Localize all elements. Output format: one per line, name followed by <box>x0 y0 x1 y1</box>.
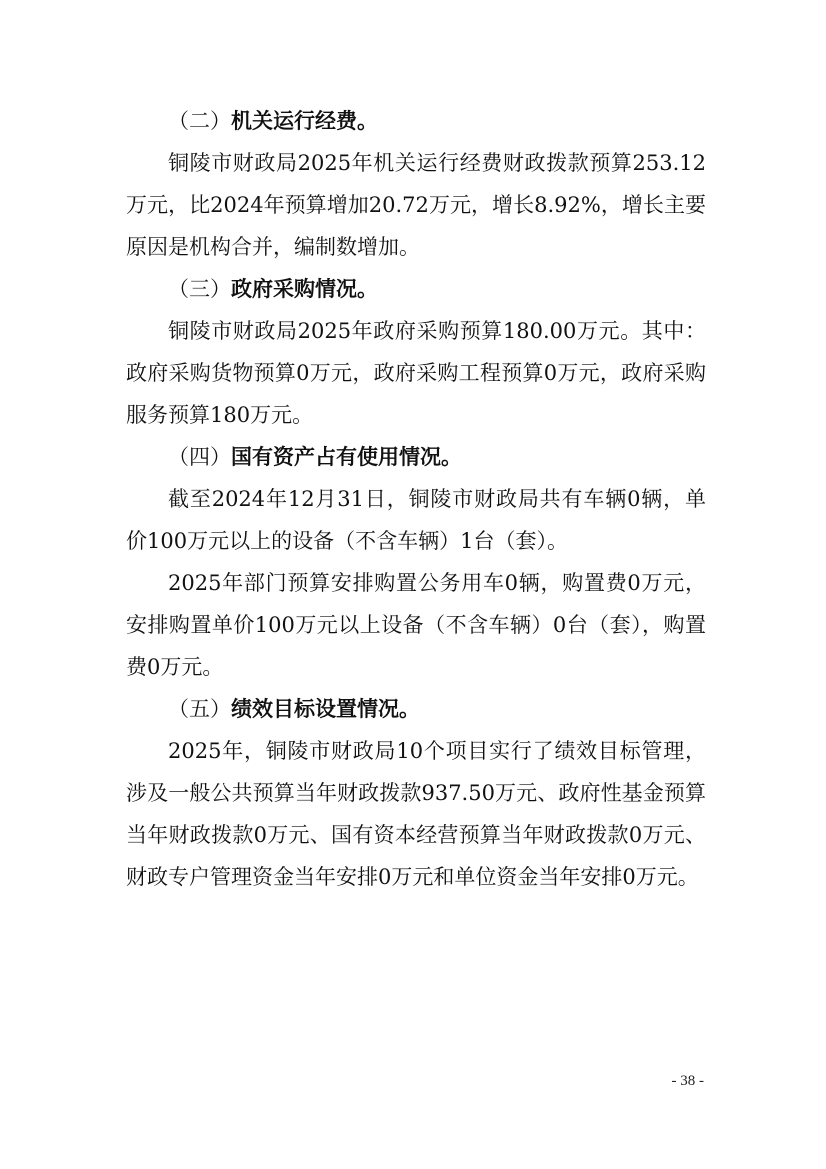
page-number: - 38 - <box>671 1073 704 1089</box>
section-title: 国有资产占有使用情况。 <box>231 445 462 469</box>
section-title: 政府采购情况。 <box>231 277 378 301</box>
section-title: 绩效目标设置情况。 <box>231 697 420 721</box>
section-number: （二） <box>168 109 231 133</box>
section-heading-5 <box>126 688 706 730</box>
section-heading-2 <box>126 100 706 142</box>
paragraph-performance-goals: 2025年，铜陵市财政局10个项目实行了绩效目标管理，涉及一般公共预算当年财政拨款937.50万元、政府性基金预算当年财政拨款0万元、国有资本经营预算当年财政拨款0万元、财政专户管理资金当年安排0万元和单位资金当年安排0万元。 <box>126 739 706 889</box>
document-body <box>126 100 706 898</box>
paragraph-operating-expenses: 铜陵市财政局2025年机关运行经费财政拨款预算253.12万元，比2024年预算增加20.72万元，增长8.92%，增长主要原因是机构合并，编制数增加。 <box>126 151 706 259</box>
section-number: （五） <box>168 697 231 721</box>
section-number: （三） <box>168 277 231 301</box>
paragraph-assets: 截至2024年12月31日，铜陵市财政局共有车辆0辆，单价100万元以上的设备（不含车辆）1台（套）。 <box>126 487 706 553</box>
section-number: （四） <box>168 445 231 469</box>
paragraph-vehicle-purchase: 2025年部门预算安排购置公务用车0辆，购置费0万元，安排购置单价100万元以上设备（不含车辆）0台（套），购置费0万元。 <box>126 571 706 679</box>
paragraph-procurement: 铜陵市财政局2025年政府采购预算180.00万元。其中：政府采购货物预算0万元，政府采购工程预算0万元，政府采购服务预算180万元。 <box>126 319 706 427</box>
section-title: 机关运行经费。 <box>231 109 378 133</box>
section-heading-3 <box>126 268 706 310</box>
section-heading-4 <box>126 436 706 478</box>
